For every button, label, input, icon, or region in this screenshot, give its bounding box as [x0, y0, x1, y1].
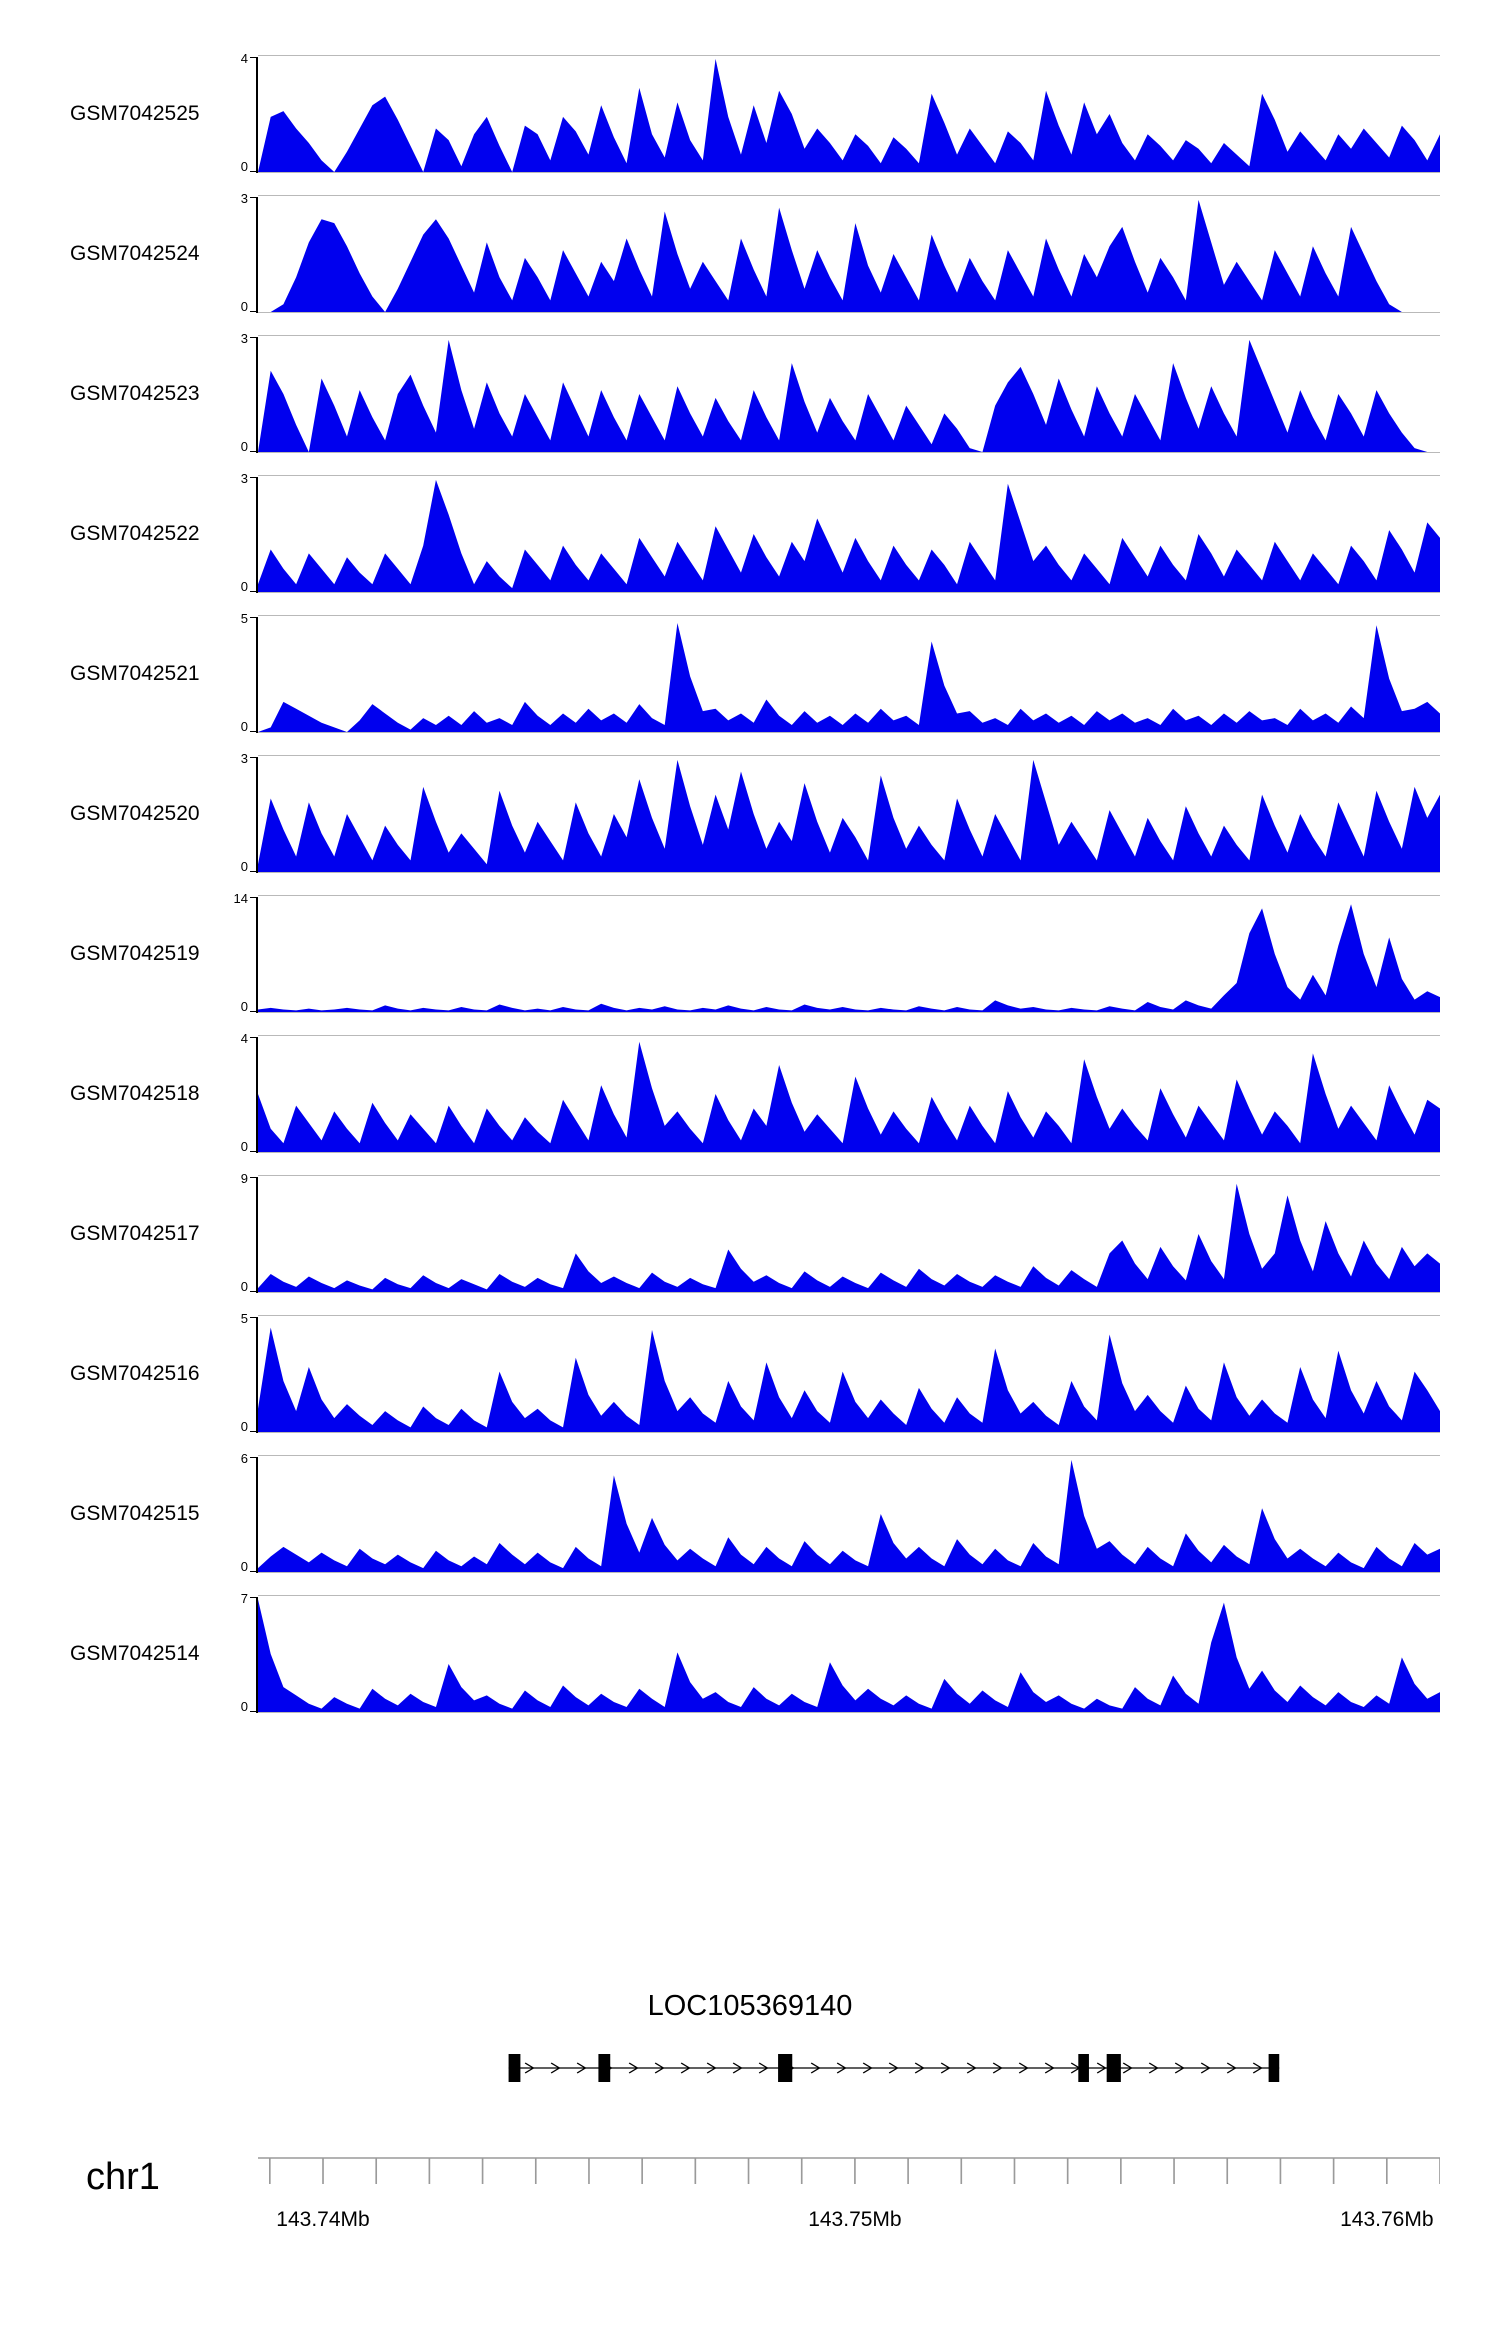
coverage-track — [0, 191, 1500, 335]
y-axis-tick-max — [250, 197, 256, 198]
y-axis-tick-max — [250, 1177, 256, 1178]
track-sample-label: GSM7042520 — [70, 802, 200, 825]
coverage-plot-area[interactable] — [258, 755, 1440, 873]
y-axis-tick-min — [250, 451, 256, 452]
y-axis-tick-max — [250, 477, 256, 478]
coverage-track — [0, 1591, 1500, 1735]
coverage-plot-area[interactable] — [258, 335, 1440, 453]
y-axis-tick-min — [250, 1011, 256, 1012]
chromosome-ruler-panel — [0, 2140, 1500, 2320]
y-axis-min-label: 0 — [240, 1699, 248, 1714]
y-axis-min-label: 0 — [240, 859, 248, 874]
track-sample-label: GSM7042523 — [70, 382, 200, 405]
coverage-plot-area[interactable] — [258, 195, 1440, 313]
track-sample-label: GSM7042515 — [70, 1502, 200, 1525]
ruler-tick-label: 143.76Mb — [1340, 2208, 1434, 2231]
y-axis-min-label: 0 — [240, 439, 248, 454]
gene-model[interactable] — [258, 2046, 1440, 2090]
track-sample-label: GSM7042518 — [70, 1082, 200, 1105]
y-axis-tick-max — [250, 1457, 256, 1458]
y-axis-min-label: 0 — [240, 1279, 248, 1294]
y-axis-min-label: 0 — [240, 299, 248, 314]
coverage-plot-area[interactable] — [258, 1315, 1440, 1433]
y-axis-tick-min — [250, 871, 256, 872]
y-axis-max-label: 3 — [240, 471, 248, 486]
y-axis-min-label: 0 — [240, 719, 248, 734]
track-sample-label: GSM7042522 — [70, 522, 200, 545]
chromosome-label: chr1 — [86, 2156, 160, 2198]
y-axis-min-label: 0 — [240, 579, 248, 594]
y-axis-tick-max — [250, 1037, 256, 1038]
coverage-track — [0, 1451, 1500, 1595]
y-axis-tick-min — [250, 731, 256, 732]
coverage-plot-area[interactable] — [258, 1595, 1440, 1713]
track-sample-label: GSM7042525 — [70, 102, 200, 125]
coverage-track — [0, 751, 1500, 895]
coverage-plot-area[interactable] — [258, 1455, 1440, 1573]
y-axis-max-label: 3 — [240, 331, 248, 346]
y-axis-max-label: 3 — [240, 751, 248, 766]
coverage-track — [0, 1031, 1500, 1175]
coverage-plot-area[interactable] — [258, 895, 1440, 1013]
y-axis-max-label: 6 — [240, 1451, 248, 1466]
coverage-track — [0, 471, 1500, 615]
y-axis-max-label: 14 — [233, 891, 248, 906]
y-axis-tick-min — [250, 1291, 256, 1292]
y-axis-min-label: 0 — [240, 1419, 248, 1434]
y-axis-max-label: 5 — [240, 1311, 248, 1326]
y-axis-min-label: 0 — [240, 159, 248, 174]
y-axis-tick-min — [250, 1571, 256, 1572]
y-axis-min-label: 0 — [240, 999, 248, 1014]
coverage-plot-area[interactable] — [258, 615, 1440, 733]
gene-name-label: LOC105369140 — [647, 1990, 853, 2022]
coverage-track — [0, 611, 1500, 755]
y-axis-tick-max — [250, 1317, 256, 1318]
y-axis-tick-min — [250, 1151, 256, 1152]
coverage-track — [0, 1171, 1500, 1315]
y-axis-max-label: 5 — [240, 611, 248, 626]
coordinate-ruler — [258, 2140, 1440, 2260]
y-axis-tick-min — [250, 591, 256, 592]
y-axis-max-label: 4 — [240, 51, 248, 66]
coverage-plot-area[interactable] — [258, 475, 1440, 593]
track-sample-label: GSM7042517 — [70, 1222, 200, 1245]
y-axis-max-label: 3 — [240, 191, 248, 206]
y-axis-tick-max — [250, 757, 256, 758]
y-axis-tick-min — [250, 311, 256, 312]
coverage-track — [0, 891, 1500, 1035]
track-sample-label: GSM7042514 — [70, 1642, 200, 1665]
y-axis-min-label: 0 — [240, 1139, 248, 1154]
track-sample-label: GSM7042521 — [70, 662, 200, 685]
y-axis-tick-max — [250, 1597, 256, 1598]
y-axis-tick-min — [250, 1431, 256, 1432]
coverage-plot-area[interactable] — [258, 1175, 1440, 1293]
gene-annotation-panel — [0, 1990, 1500, 2130]
coverage-track — [0, 331, 1500, 475]
coverage-track — [0, 51, 1500, 195]
y-axis-tick-max — [250, 617, 256, 618]
track-sample-label: GSM7042524 — [70, 242, 200, 265]
y-axis-tick-max — [250, 57, 256, 58]
y-axis-tick-max — [250, 897, 256, 898]
y-axis-tick-min — [250, 171, 256, 172]
y-axis-max-label: 9 — [240, 1171, 248, 1186]
y-axis-min-label: 0 — [240, 1559, 248, 1574]
y-axis-max-label: 7 — [240, 1591, 248, 1606]
y-axis-tick-min — [250, 1711, 256, 1712]
ruler-tick-label: 143.75Mb — [808, 2208, 902, 2231]
coverage-plot-area[interactable] — [258, 55, 1440, 173]
ruler-tick-label: 143.74Mb — [276, 2208, 370, 2231]
y-axis-tick-max — [250, 337, 256, 338]
track-sample-label: GSM7042516 — [70, 1362, 200, 1385]
track-sample-label: GSM7042519 — [70, 942, 200, 965]
coverage-plot-area[interactable] — [258, 1035, 1440, 1153]
y-axis-max-label: 4 — [240, 1031, 248, 1046]
coverage-track — [0, 1311, 1500, 1455]
